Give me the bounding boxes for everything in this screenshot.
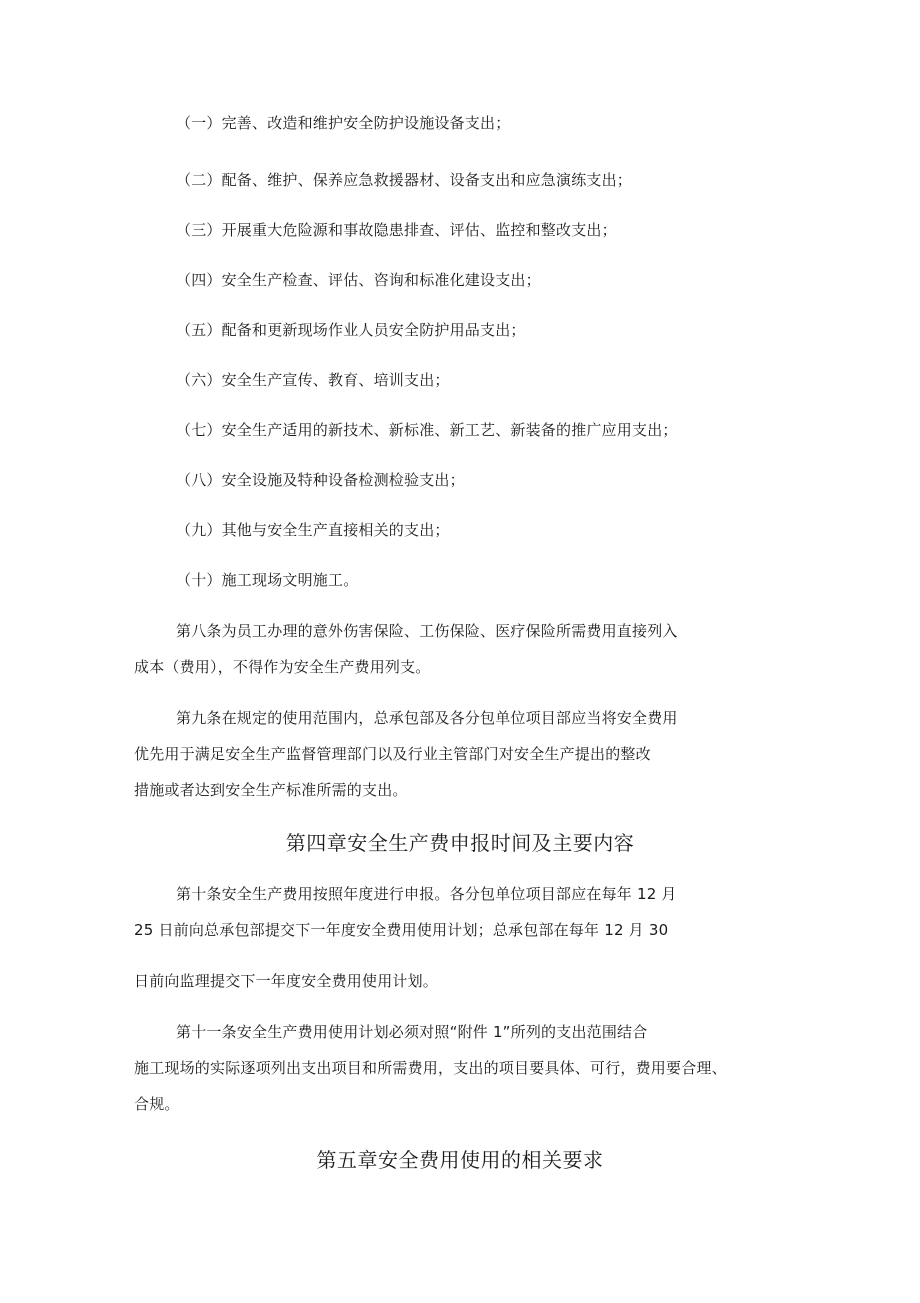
list-item-10: （十）施工现场文明施工。 — [176, 571, 359, 589]
chapter-4-heading: 第四章安全生产费申报时间及主要内容 — [285, 831, 635, 855]
article-9-line-3: 措施或者达到安全生产标准所需的支出。 — [134, 781, 408, 799]
article-11-line-1: 第十一条安全生产费用使用计划必须对照“附件 1”所列的支出范围结合 — [176, 1023, 648, 1041]
list-item-5: （五）配备和更新现场作业人员安全防护用品支出； — [176, 321, 526, 339]
list-item-4: （四）安全生产检查、评估、咨询和标准化建设支出； — [176, 271, 541, 289]
article-10-line-1: 第十条安全生产费用按照年度进行申报。各分包单位项目部应在每年 12 月 — [176, 885, 677, 903]
list-item-1: （一）完善、改造和维护安全防护设施设备支出； — [176, 114, 511, 132]
list-item-2: （二）配备、维护、保养应急救援器材、设备支出和应急演练支出； — [176, 171, 633, 189]
article-9-line-2: 优先用于满足安全生产监督管理部门以及行业主管部门对安全生产提出的整改 — [134, 745, 651, 763]
list-item-7: （七）安全生产适用的新技术、新标准、新工艺、新装备的推广应用支出； — [176, 421, 678, 439]
article-9-line-1: 第九条在规定的使用范围内，总承包部及各分包单位项目部应当将安全费用 — [176, 709, 678, 727]
article-10-line-2: 25 日前向总承包部提交下一年度安全费用使用计划；总承包部在每年 12 月 30 — [134, 921, 669, 939]
chapter-5-heading: 第五章安全费用使用的相关要求 — [316, 1148, 604, 1172]
list-item-3: （三）开展重大危险源和事故隐患排查、评估、监控和整改支出； — [176, 221, 617, 239]
article-11-line-3: 合规。 — [134, 1095, 180, 1113]
list-item-6: （六）安全生产宣传、教育、培训支出； — [176, 371, 450, 389]
article-11-line-2: 施工现场的实际逐项列出支出项目和所需费用，支出的项目要具体、可行，费用要合理、 — [134, 1059, 727, 1077]
article-8-line-2: 成本（费用），不得作为安全生产费用列支。 — [134, 658, 431, 676]
list-item-8: （八）安全设施及特种设备检测检验支出； — [176, 471, 465, 489]
article-10-line-3: 日前向监理提交下一年度安全费用使用计划。 — [134, 972, 439, 990]
list-item-9: （九）其他与安全生产直接相关的支出； — [176, 521, 450, 539]
article-8-line-1: 第八条为员工办理的意外伤害保险、工伤保险、医疗保险所需费用直接列入 — [176, 622, 678, 640]
